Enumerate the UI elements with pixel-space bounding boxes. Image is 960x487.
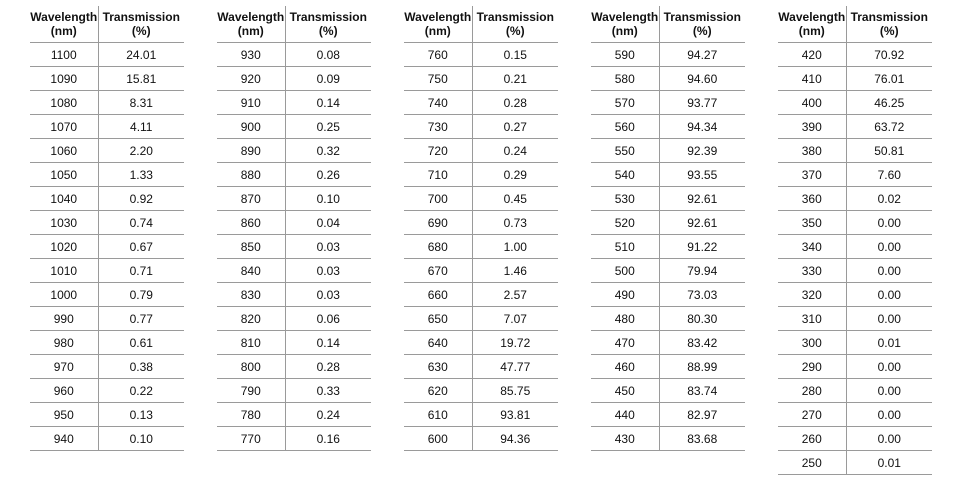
wavelength-cell: 910 xyxy=(217,91,285,115)
transmission-cell: 0.03 xyxy=(285,235,371,259)
transmission-cell: 0.10 xyxy=(285,187,371,211)
transmission-cell: 93.77 xyxy=(659,91,745,115)
transmission-cell: 0.24 xyxy=(472,139,558,163)
wavelength-cell: 480 xyxy=(591,307,659,331)
transmission-cell: 4.11 xyxy=(98,115,184,139)
transmission-cell: 0.73 xyxy=(472,211,558,235)
transmission-cell: 0.38 xyxy=(98,355,184,379)
transmission-cell: 63.72 xyxy=(846,115,932,139)
header-row xyxy=(30,6,184,43)
table-row xyxy=(30,43,184,67)
table-row xyxy=(30,187,184,211)
table-row xyxy=(404,115,558,139)
header-row xyxy=(591,6,745,43)
transmission-cell: 0.45 xyxy=(472,187,558,211)
wavelength-cell: 310 xyxy=(778,307,846,331)
wavelength-cell: 610 xyxy=(404,403,472,427)
wavelength-cell: 520 xyxy=(591,211,659,235)
wavelength-cell: 770 xyxy=(217,427,285,451)
transmission-cell: 82.97 xyxy=(659,403,745,427)
wavelength-cell: 360 xyxy=(778,187,846,211)
table-row xyxy=(217,283,371,307)
transmission-cell: 83.68 xyxy=(659,427,745,451)
transmission-cell: 0.00 xyxy=(846,355,932,379)
wavelength-cell: 690 xyxy=(404,211,472,235)
header-row xyxy=(404,6,558,43)
wavelength-header xyxy=(778,6,846,43)
transmission-cell: 91.22 xyxy=(659,235,745,259)
wavelength-header xyxy=(404,6,472,43)
transmission-cell: 0.03 xyxy=(285,259,371,283)
wavelength-cell: 860 xyxy=(217,211,285,235)
transmission-header-unit: (%) xyxy=(879,24,899,38)
transmission-cell: 0.01 xyxy=(846,331,932,355)
transmission-cell: 2.20 xyxy=(98,139,184,163)
wavelength-cell: 1090 xyxy=(30,67,98,91)
transmission-header-unit: (%) xyxy=(318,24,338,38)
table-row xyxy=(591,67,745,91)
transmission-cell: 94.27 xyxy=(659,43,745,67)
table-row xyxy=(778,211,932,235)
table-row xyxy=(217,115,371,139)
transmission-cell: 0.06 xyxy=(285,307,371,331)
wavelength-cell: 580 xyxy=(591,67,659,91)
wavelength-header-unit: (nm) xyxy=(237,24,264,38)
table-row xyxy=(30,235,184,259)
table-row xyxy=(217,307,371,331)
transmission-cell: 0.32 xyxy=(285,139,371,163)
transmission-table-5 xyxy=(778,6,932,475)
wavelength-cell: 350 xyxy=(778,211,846,235)
wavelength-cell: 410 xyxy=(778,67,846,91)
table-row xyxy=(217,187,371,211)
table-row xyxy=(591,235,745,259)
transmission-cell: 0.79 xyxy=(98,283,184,307)
table-row xyxy=(404,355,558,379)
transmission-cell: 2.57 xyxy=(472,283,558,307)
wavelength-cell: 570 xyxy=(591,91,659,115)
transmission-cell: 92.61 xyxy=(659,211,745,235)
table-row xyxy=(778,403,932,427)
transmission-cell: 83.74 xyxy=(659,379,745,403)
wavelength-header-label: Wavelength xyxy=(591,10,659,24)
wavelength-cell: 490 xyxy=(591,283,659,307)
table-row xyxy=(30,67,184,91)
transmission-cell: 0.13 xyxy=(98,403,184,427)
table-row xyxy=(217,355,371,379)
wavelength-cell: 560 xyxy=(591,115,659,139)
transmission-header xyxy=(659,6,745,43)
transmission-cell: 0.01 xyxy=(846,451,932,475)
transmission-header-label: Transmission xyxy=(476,10,554,24)
wavelength-cell: 370 xyxy=(778,163,846,187)
table-row xyxy=(778,91,932,115)
wavelength-cell: 900 xyxy=(217,115,285,139)
wavelength-cell: 1030 xyxy=(30,211,98,235)
wavelength-header xyxy=(591,6,659,43)
wavelength-cell: 730 xyxy=(404,115,472,139)
table-row xyxy=(404,379,558,403)
table-row xyxy=(30,403,184,427)
wavelength-cell: 620 xyxy=(404,379,472,403)
table-row xyxy=(404,331,558,355)
transmission-cell: 8.31 xyxy=(98,91,184,115)
transmission-cell: 0.04 xyxy=(285,211,371,235)
wavelength-cell: 1000 xyxy=(30,283,98,307)
table-row xyxy=(404,259,558,283)
transmission-cell: 1.33 xyxy=(98,163,184,187)
transmission-cell: 0.15 xyxy=(472,43,558,67)
table-row xyxy=(591,283,745,307)
wavelength-cell: 500 xyxy=(591,259,659,283)
transmission-cell: 24.01 xyxy=(98,43,184,67)
table-row xyxy=(404,403,558,427)
wavelength-cell: 940 xyxy=(30,427,98,451)
transmission-cell: 79.94 xyxy=(659,259,745,283)
wavelength-header-unit: (nm) xyxy=(424,24,451,38)
wavelength-cell: 680 xyxy=(404,235,472,259)
wavelength-cell: 540 xyxy=(591,163,659,187)
table-row xyxy=(591,163,745,187)
transmission-cell: 73.03 xyxy=(659,283,745,307)
table-row xyxy=(778,235,932,259)
table-row xyxy=(591,211,745,235)
transmission-header xyxy=(285,6,371,43)
table-row xyxy=(591,403,745,427)
wavelength-cell: 830 xyxy=(217,283,285,307)
table-row xyxy=(217,331,371,355)
table-row xyxy=(404,283,558,307)
transmission-table-4 xyxy=(591,6,745,451)
wavelength-cell: 630 xyxy=(404,355,472,379)
transmission-cell: 94.60 xyxy=(659,67,745,91)
table-row xyxy=(591,427,745,451)
table-row xyxy=(217,91,371,115)
table-row xyxy=(30,163,184,187)
wavelength-header-label: Wavelength xyxy=(217,10,285,24)
wavelength-cell: 810 xyxy=(217,331,285,355)
wavelength-cell: 870 xyxy=(217,187,285,211)
table-row xyxy=(404,211,558,235)
table-row xyxy=(217,67,371,91)
wavelength-cell: 670 xyxy=(404,259,472,283)
wavelength-cell: 750 xyxy=(404,67,472,91)
table-row xyxy=(778,283,932,307)
transmission-cell: 0.67 xyxy=(98,235,184,259)
transmission-cell: 0.00 xyxy=(846,235,932,259)
transmission-cell: 0.29 xyxy=(472,163,558,187)
table-row xyxy=(591,331,745,355)
transmission-header xyxy=(472,6,558,43)
table-row xyxy=(404,307,558,331)
transmission-cell: 0.61 xyxy=(98,331,184,355)
table-row xyxy=(591,355,745,379)
table-row xyxy=(778,163,932,187)
wavelength-header-unit: (nm) xyxy=(50,24,77,38)
wavelength-cell: 330 xyxy=(778,259,846,283)
table-row xyxy=(217,379,371,403)
table-row xyxy=(778,331,932,355)
wavelength-cell: 710 xyxy=(404,163,472,187)
wavelength-cell: 430 xyxy=(591,427,659,451)
table-row xyxy=(30,283,184,307)
wavelength-cell: 700 xyxy=(404,187,472,211)
transmission-cell: 0.74 xyxy=(98,211,184,235)
transmission-cell: 0.28 xyxy=(285,355,371,379)
table-row xyxy=(217,211,371,235)
table-row xyxy=(591,43,745,67)
table-row xyxy=(217,43,371,67)
transmission-header-label: Transmission xyxy=(102,10,180,24)
table-row xyxy=(217,139,371,163)
transmission-cell: 46.25 xyxy=(846,91,932,115)
table-row xyxy=(30,115,184,139)
wavelength-cell: 800 xyxy=(217,355,285,379)
wavelength-header xyxy=(30,6,98,43)
transmission-cell: 88.99 xyxy=(659,355,745,379)
wavelength-header-label: Wavelength xyxy=(30,10,98,24)
wavelength-cell: 890 xyxy=(217,139,285,163)
transmission-table-2 xyxy=(217,6,371,451)
transmission-cell: 94.34 xyxy=(659,115,745,139)
table-row xyxy=(778,451,932,475)
table-row xyxy=(404,427,558,451)
table-row xyxy=(778,355,932,379)
transmission-cell: 0.10 xyxy=(98,427,184,451)
transmission-cell: 0.09 xyxy=(285,67,371,91)
transmission-cell: 0.71 xyxy=(98,259,184,283)
transmission-header xyxy=(98,6,184,43)
wavelength-cell: 650 xyxy=(404,307,472,331)
table-row xyxy=(404,43,558,67)
transmission-cell: 92.61 xyxy=(659,187,745,211)
transmission-cell: 0.28 xyxy=(472,91,558,115)
table-row xyxy=(30,355,184,379)
table-row xyxy=(30,379,184,403)
wavelength-header-unit: (nm) xyxy=(611,24,638,38)
transmission-cell: 70.92 xyxy=(846,43,932,67)
wavelength-cell: 450 xyxy=(591,379,659,403)
transmission-cell: 94.36 xyxy=(472,427,558,451)
table-row xyxy=(591,307,745,331)
table-row xyxy=(591,379,745,403)
transmission-cell: 0.33 xyxy=(285,379,371,403)
transmission-cell: 1.46 xyxy=(472,259,558,283)
table-row xyxy=(591,91,745,115)
transmission-header-label: Transmission xyxy=(850,10,928,24)
table-row xyxy=(217,427,371,451)
table-row xyxy=(404,235,558,259)
wavelength-cell: 250 xyxy=(778,451,846,475)
transmission-cell: 93.55 xyxy=(659,163,745,187)
wavelength-cell: 820 xyxy=(217,307,285,331)
transmission-cell: 93.81 xyxy=(472,403,558,427)
wavelength-cell: 260 xyxy=(778,427,846,451)
wavelength-cell: 380 xyxy=(778,139,846,163)
transmission-cell: 0.00 xyxy=(846,379,932,403)
transmission-cell: 0.92 xyxy=(98,187,184,211)
transmission-cell: 0.26 xyxy=(285,163,371,187)
transmission-cell: 0.14 xyxy=(285,331,371,355)
transmission-cell: 83.42 xyxy=(659,331,745,355)
wavelength-cell: 930 xyxy=(217,43,285,67)
wavelength-cell: 460 xyxy=(591,355,659,379)
wavelength-header-unit: (nm) xyxy=(798,24,825,38)
table-row xyxy=(217,163,371,187)
table-row xyxy=(778,379,932,403)
table-row xyxy=(30,307,184,331)
wavelength-cell: 850 xyxy=(217,235,285,259)
table-row xyxy=(778,187,932,211)
wavelength-cell: 760 xyxy=(404,43,472,67)
table-row xyxy=(217,403,371,427)
transmission-cell: 50.81 xyxy=(846,139,932,163)
table-row xyxy=(778,307,932,331)
table-row xyxy=(404,187,558,211)
wavelength-cell: 280 xyxy=(778,379,846,403)
table-row xyxy=(30,211,184,235)
wavelength-cell: 1070 xyxy=(30,115,98,139)
wavelength-cell: 980 xyxy=(30,331,98,355)
wavelength-cell: 970 xyxy=(30,355,98,379)
wavelength-cell: 510 xyxy=(591,235,659,259)
wavelength-cell: 300 xyxy=(778,331,846,355)
wavelength-cell: 600 xyxy=(404,427,472,451)
wavelength-cell: 590 xyxy=(591,43,659,67)
wavelength-cell: 290 xyxy=(778,355,846,379)
table-row xyxy=(778,43,932,67)
transmission-cell: 80.30 xyxy=(659,307,745,331)
transmission-cell: 0.00 xyxy=(846,427,932,451)
table-row xyxy=(591,139,745,163)
transmission-cell: 0.25 xyxy=(285,115,371,139)
transmission-table-1 xyxy=(30,6,184,451)
table-row xyxy=(404,67,558,91)
transmission-cell: 15.81 xyxy=(98,67,184,91)
wavelength-cell: 640 xyxy=(404,331,472,355)
table-row xyxy=(404,163,558,187)
transmission-cell: 0.03 xyxy=(285,283,371,307)
wavelength-cell: 880 xyxy=(217,163,285,187)
table-row xyxy=(30,427,184,451)
table-row xyxy=(404,91,558,115)
wavelength-cell: 660 xyxy=(404,283,472,307)
wavelength-cell: 780 xyxy=(217,403,285,427)
wavelength-cell: 340 xyxy=(778,235,846,259)
transmission-cell: 0.08 xyxy=(285,43,371,67)
wavelength-header xyxy=(217,6,285,43)
wavelength-cell: 270 xyxy=(778,403,846,427)
table-row xyxy=(217,259,371,283)
table-row xyxy=(591,115,745,139)
wavelength-cell: 960 xyxy=(30,379,98,403)
transmission-cell: 0.24 xyxy=(285,403,371,427)
table-row xyxy=(778,259,932,283)
table-row xyxy=(778,427,932,451)
wavelength-cell: 550 xyxy=(591,139,659,163)
transmission-cell: 19.72 xyxy=(472,331,558,355)
transmission-header-unit: (%) xyxy=(131,24,151,38)
transmission-header-unit: (%) xyxy=(505,24,525,38)
transmission-header-label: Transmission xyxy=(289,10,367,24)
wavelength-cell: 1010 xyxy=(30,259,98,283)
wavelength-cell: 390 xyxy=(778,115,846,139)
table-row xyxy=(30,331,184,355)
transmission-cell: 0.02 xyxy=(846,187,932,211)
table-row xyxy=(778,115,932,139)
transmission-header xyxy=(846,6,932,43)
wavelength-cell: 740 xyxy=(404,91,472,115)
wavelength-cell: 950 xyxy=(30,403,98,427)
transmission-cell: 0.14 xyxy=(285,91,371,115)
transmission-cell: 85.75 xyxy=(472,379,558,403)
transmission-cell: 0.16 xyxy=(285,427,371,451)
wavelength-cell: 470 xyxy=(591,331,659,355)
transmission-cell: 0.00 xyxy=(846,211,932,235)
transmission-cell: 0.77 xyxy=(98,307,184,331)
wavelength-cell: 720 xyxy=(404,139,472,163)
transmission-cell: 0.22 xyxy=(98,379,184,403)
transmission-cell: 0.21 xyxy=(472,67,558,91)
wavelength-cell: 790 xyxy=(217,379,285,403)
table-row xyxy=(591,259,745,283)
transmission-cell: 0.27 xyxy=(472,115,558,139)
wavelength-cell: 840 xyxy=(217,259,285,283)
transmission-cell: 0.00 xyxy=(846,403,932,427)
wavelength-header-label: Wavelength xyxy=(404,10,472,24)
transmission-cell: 47.77 xyxy=(472,355,558,379)
wavelength-cell: 320 xyxy=(778,283,846,307)
transmission-header-label: Transmission xyxy=(663,10,741,24)
transmission-table-3 xyxy=(404,6,558,451)
transmission-cell: 7.60 xyxy=(846,163,932,187)
wavelength-cell: 1040 xyxy=(30,187,98,211)
table-row xyxy=(217,235,371,259)
transmission-cell: 1.00 xyxy=(472,235,558,259)
table-row xyxy=(778,139,932,163)
table-row xyxy=(30,91,184,115)
header-row xyxy=(778,6,932,43)
table-row xyxy=(30,139,184,163)
transmission-cell: 92.39 xyxy=(659,139,745,163)
wavelength-cell: 1050 xyxy=(30,163,98,187)
header-row xyxy=(217,6,371,43)
table-row xyxy=(404,139,558,163)
table-row xyxy=(30,259,184,283)
wavelength-cell: 1020 xyxy=(30,235,98,259)
wavelength-cell: 1060 xyxy=(30,139,98,163)
wavelength-cell: 990 xyxy=(30,307,98,331)
wavelength-cell: 530 xyxy=(591,187,659,211)
transmission-cell: 0.00 xyxy=(846,307,932,331)
wavelength-cell: 440 xyxy=(591,403,659,427)
transmission-cell: 7.07 xyxy=(472,307,558,331)
wavelength-header-label: Wavelength xyxy=(778,10,846,24)
transmission-cell: 0.00 xyxy=(846,283,932,307)
transmission-cell: 0.00 xyxy=(846,259,932,283)
table-row xyxy=(591,187,745,211)
wavelength-cell: 920 xyxy=(217,67,285,91)
wavelength-cell: 400 xyxy=(778,91,846,115)
wavelength-cell: 420 xyxy=(778,43,846,67)
table-row xyxy=(778,67,932,91)
transmission-header-unit: (%) xyxy=(692,24,712,38)
transmission-cell: 76.01 xyxy=(846,67,932,91)
wavelength-cell: 1080 xyxy=(30,91,98,115)
wavelength-cell: 1100 xyxy=(30,43,98,67)
